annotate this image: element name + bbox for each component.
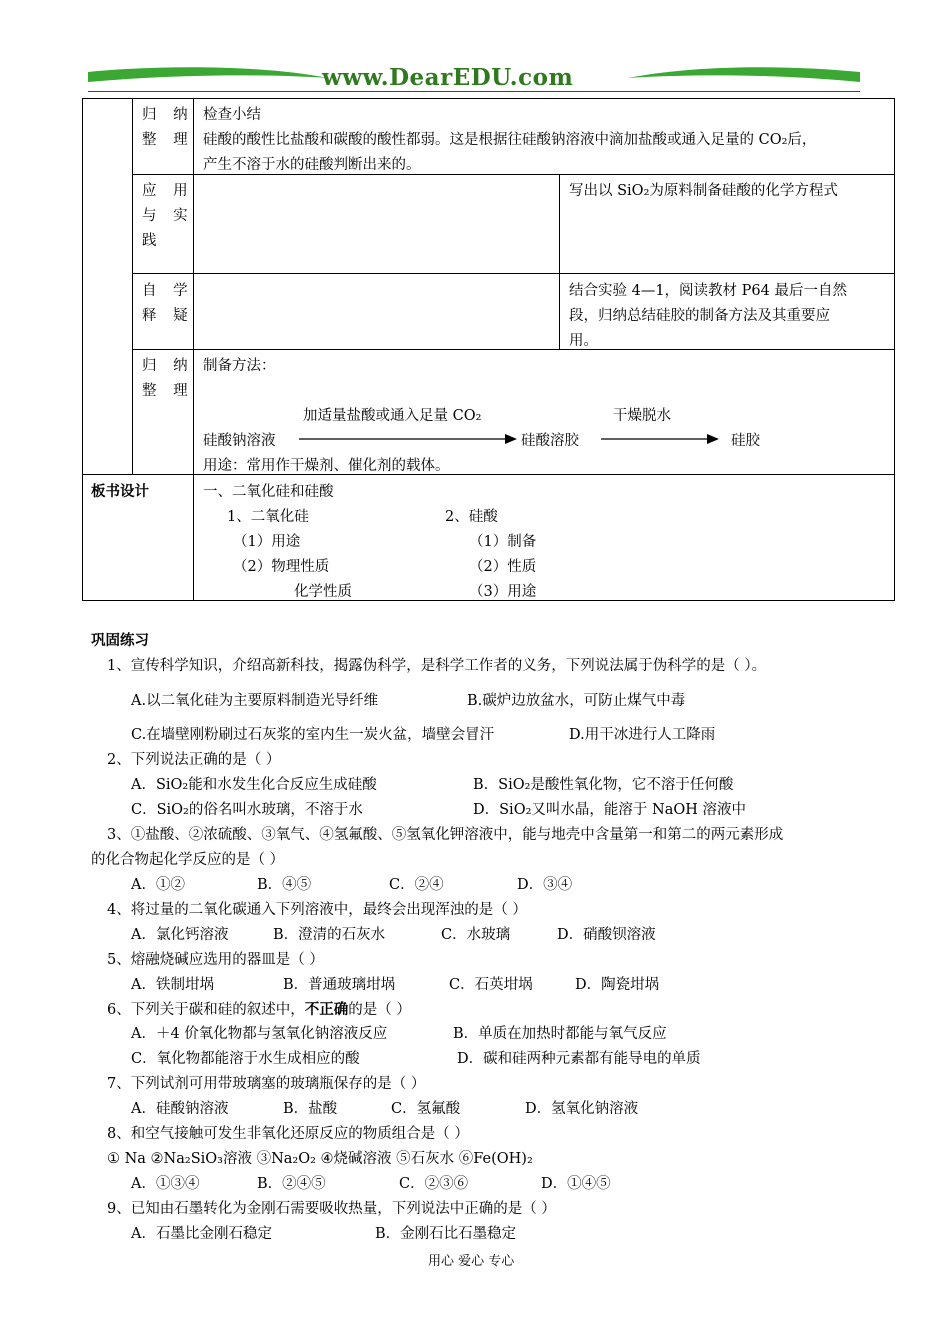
q5-option-d: D．陶瓷坩埚 <box>575 977 660 993</box>
row4-use: 用途：常用作干燥剂、催化剂的载体。 <box>203 458 450 474</box>
q8-items: ① Na ②Na₂SiO₃溶液 ③Na₂O₂ ④烧碱溶液 ⑤石灰水 ⑥Fe(OH)₂ <box>107 1151 533 1167</box>
q1-option-a: A.以二氧化硅为主要原料制造光导纤维 <box>131 693 379 709</box>
row3-task-line2: 段，归纳总结硅胶的制备方法及其重要应 <box>569 308 830 324</box>
q2-option-c: C．SiO₂的俗名叫水玻璃，不溶于水 <box>131 802 363 818</box>
q6-emphasis: 不正确 <box>304 1002 349 1018</box>
q7-option-b: B．盐酸 <box>283 1101 338 1117</box>
q7-option-a: A．硅酸钠溶液 <box>131 1101 229 1117</box>
question-4: 4、将过量的二氧化碳通入下列溶液中，最终会出现浑浊的是（ ） <box>107 902 527 918</box>
board-line-3a: （1）用途 <box>233 534 301 550</box>
row3-label-line2: 释 疑 <box>142 308 194 324</box>
row1-title: 检查小结 <box>203 107 261 123</box>
reaction-condition-1: 加适量盐酸或通入足量 CO₂ <box>303 408 482 424</box>
q7-option-c: C．氢氟酸 <box>391 1101 461 1117</box>
intermediate-silicic-sol: 硅酸溶胶 <box>521 433 579 449</box>
reaction-arrow-2 <box>601 432 719 446</box>
row4-label-line2: 整 理 <box>142 383 194 399</box>
question-6 <box>107 998 411 1019</box>
q1-option-b: B.碳炉边放盆水，可防止煤气中毒 <box>467 693 686 709</box>
row1-text-line1: 硅酸的酸性比盐酸和碳酸的酸性都弱。这是根据往硅酸钠溶液中滴加盐酸或通入足量的 CO₂后， <box>203 132 817 148</box>
row3-label-line1: 自 学 <box>142 283 194 299</box>
reaction-arrow-1 <box>299 432 517 446</box>
q9-option-b: B．金刚石比石墨稳定 <box>375 1226 517 1242</box>
product-silica-gel: 硅胶 <box>731 433 760 449</box>
q6-option-a: A．＋4 价氧化物都与氢氧化钠溶液反应 <box>131 1026 388 1042</box>
q2-option-a: A．SiO₂能和水发生化合反应生成硅酸 <box>131 777 377 793</box>
board-line-4a: （2）物理性质 <box>233 559 330 575</box>
q8-option-b: B．②④⑤ <box>257 1176 326 1192</box>
q9-option-a: A．石墨比金刚石稳定 <box>131 1226 272 1242</box>
row4-title: 制备方法： <box>203 358 276 374</box>
row2-label-line1: 应 用 <box>142 183 194 199</box>
page-footer: 用心 爱心 专心 <box>428 1254 515 1269</box>
row1-label-line1: 归 纳 <box>142 107 194 123</box>
question-9: 9、已知由石墨转化为金刚石需要吸收热量，下列说法中正确的是（ ） <box>107 1201 556 1217</box>
question-3-line2: 的化合物起化学反应的是（ ） <box>91 852 285 868</box>
exercises-title: 巩固练习 <box>91 633 149 649</box>
q8-option-c: C．②③⑥ <box>399 1176 469 1192</box>
row2-task: 写出以 SiO₂为原料制备硅酸的化学方程式 <box>569 183 838 199</box>
board-line-4b: （2）性质 <box>469 559 537 575</box>
q4-option-c: C．水玻璃 <box>441 927 511 943</box>
reaction-condition-2: 干燥脱水 <box>613 408 671 424</box>
site-logo-text: www.DearEDU.com <box>322 64 574 91</box>
q6-option-c: C．氧化物都能溶于水生成相应的酸 <box>131 1051 360 1067</box>
q2-option-d: D．SiO₂又叫水晶，能溶于 NaOH 溶液中 <box>473 802 746 818</box>
board-line-3b: （1）制备 <box>469 534 537 550</box>
q8-option-a: A．①③④ <box>131 1176 200 1192</box>
row3-task-line3: 用。 <box>569 333 598 349</box>
q5-option-a: A．铁制坩埚 <box>131 977 214 993</box>
q4-option-d: D．硝酸钡溶液 <box>557 927 656 943</box>
reactant-sodium-silicate: 硅酸钠溶液 <box>203 433 276 449</box>
q3-option-d: D．③④ <box>517 877 573 893</box>
q7-option-d: D．氢氧化钠溶液 <box>525 1101 639 1117</box>
row1-label-line2: 整 理 <box>142 132 194 148</box>
board-line-5b: （3）用途 <box>469 584 537 600</box>
q1-option-c: C.在墙壁刚粉刷过石灰浆的室内生一炭火盆，墙壁会冒汗 <box>131 727 495 743</box>
q5-option-c: C．石英坩埚 <box>449 977 533 993</box>
q5-option-b: B．普通玻璃坩埚 <box>283 977 396 993</box>
q6-option-b: B．单质在加热时都能与氧气反应 <box>453 1026 667 1042</box>
q8-option-d: D．①④⑤ <box>541 1176 611 1192</box>
row3-task-line1: 结合实验 4—1，阅读教材 P64 最后一自然 <box>569 283 847 299</box>
q2-option-b: B．SiO₂是酸性氧化物，它不溶于任何酸 <box>473 777 734 793</box>
q6-text-post: 的是（ ） <box>348 1002 411 1018</box>
board-line-2b: 2、硅酸 <box>445 509 498 525</box>
question-2: 2、下列说法正确的是（ ） <box>107 752 281 768</box>
question-7: 7、下列试剂可用带玻璃塞的玻璃瓶保存的是（ ） <box>107 1076 426 1092</box>
q4-option-a: A．氯化钙溶液 <box>131 927 229 943</box>
row2-label-line3: 践 <box>142 233 163 249</box>
header-rule <box>88 91 860 92</box>
q6-option-d: D．碳和硅两种元素都有能导电的单质 <box>457 1051 701 1067</box>
board-line-5a: 化学性质 <box>294 584 352 600</box>
board-design-label: 板书设计 <box>91 484 149 500</box>
question-8: 8、和空气接触可发生非氧化还原反应的物质组合是（ ） <box>107 1126 469 1142</box>
q4-option-b: B．澄清的石灰水 <box>273 927 386 943</box>
q6-text-pre: 6、下列关于碳和硅的叙述中， <box>107 1002 305 1018</box>
row4-label-line1: 归 纳 <box>142 358 194 374</box>
question-5: 5、熔融烧碱应选用的器皿是（ ） <box>107 952 324 968</box>
row1-text-line2: 产生不溶于水的硅酸判断出来的。 <box>203 157 421 173</box>
board-line-1: 一、二氧化硅和硅酸 <box>203 484 334 500</box>
q3-option-c: C．②④ <box>389 877 444 893</box>
question-1: 1、宣传科学知识，介绍高新科技，揭露伪科学，是科学工作者的义务，下列说法属于伪科学的是（ ）。 <box>107 658 767 674</box>
question-3-line1: 3、①盐酸、②浓硫酸、③氧气、④氢氟酸、⑤氢氧化钾溶液中，能与地壳中含量第一和第二的两元素形成 <box>107 827 784 843</box>
row2-label-line2: 与 实 <box>142 208 194 224</box>
q3-option-a: A．①② <box>131 877 185 893</box>
q3-option-b: B．④⑤ <box>257 877 312 893</box>
q1-option-d: D.用干冰进行人工降雨 <box>569 727 716 743</box>
board-line-2a: 1、二氧化硅 <box>227 509 309 525</box>
